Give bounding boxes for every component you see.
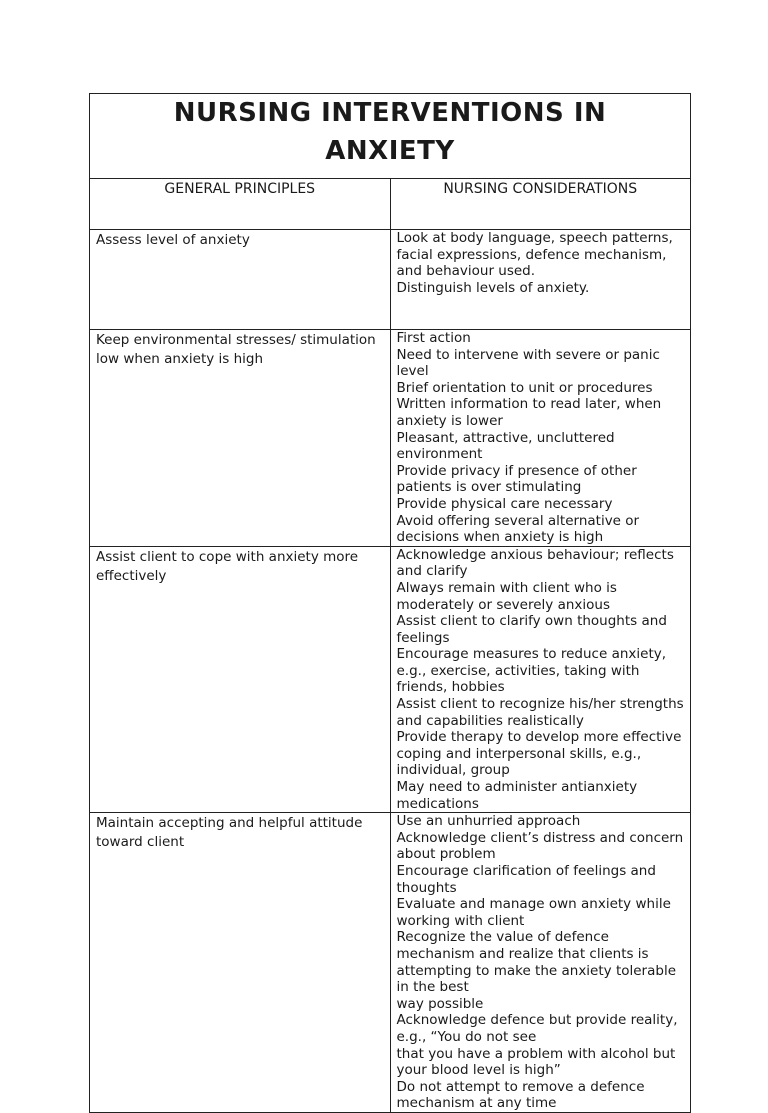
principle-text: Assist client to cope with anxiety more effectively xyxy=(96,548,359,584)
principle-text: Maintain accepting and helpful attitude toward client xyxy=(96,815,363,851)
consideration-line: Assist client to clarify own thoughts and feelings xyxy=(396,613,667,646)
consideration-line: Encourage measures to reduce anxiety, e.g., exercise, activities, taking with friends, hobbies xyxy=(396,646,667,696)
table-row xyxy=(90,813,691,1113)
consideration-line: Assist client to recognize his/her strengths and capabilities realistically xyxy=(396,696,684,729)
considerations-cell xyxy=(390,813,691,1113)
principle-cell xyxy=(90,813,391,1113)
header-row xyxy=(90,179,691,230)
considerations-cell xyxy=(390,230,691,330)
consideration-line: Distinguish levels of anxiety. xyxy=(396,279,590,296)
consideration-line: Provide physical care necessary xyxy=(396,495,613,512)
consideration-line: Need to intervene with severe or panic level xyxy=(396,346,660,380)
principle-cell xyxy=(90,230,391,330)
consideration-line: Use an unhurried approach xyxy=(396,813,581,830)
considerations-cell xyxy=(390,546,691,813)
consideration-line: that you have a problem with alcohol but your blood level is high” xyxy=(396,1045,676,1079)
consideration-line: Evaluate and manage own anxiety while working with client xyxy=(396,896,671,929)
header-nursing-considerations xyxy=(390,179,691,230)
consideration-line: Acknowledge defence but provide reality, e.g., “You do not see xyxy=(396,1012,678,1045)
consideration-line: Always remain with client who is moderately or severely anxious xyxy=(396,579,617,613)
consideration-line: way possible xyxy=(396,995,484,1012)
consideration-line: Brief orientation to unit or procedures xyxy=(396,379,653,396)
principle-text: Assess level of anxiety xyxy=(96,232,250,248)
interventions-table xyxy=(89,93,691,1113)
consideration-line: Provide privacy if presence of other patients is over stimulating xyxy=(396,462,637,496)
title-cell xyxy=(90,94,691,179)
consideration-line: Written information to read later, when anxiety is lower xyxy=(396,396,662,429)
table-row xyxy=(90,330,691,547)
considerations-cell xyxy=(390,330,691,547)
consideration-line: Pleasant, attractive, uncluttered environment xyxy=(396,429,615,463)
consideration-line: Avoid offering several alternative or decisions when anxiety is high xyxy=(396,512,640,546)
principle-cell xyxy=(90,330,391,547)
consideration-line: Do not attempt to remove a defence mechanism at any time xyxy=(396,1078,645,1112)
header-general-principles xyxy=(90,179,391,230)
consideration-line: Recognize the value of defence mechanism and realize that clients is attempting to make the anxiety tolerable in the best xyxy=(396,929,676,996)
consideration-line: May need to administer antianxiety medications xyxy=(396,779,638,812)
header-left-label: GENERAL PRINCIPLES xyxy=(164,181,316,197)
consideration-line: First action xyxy=(396,330,471,346)
consideration-line: Acknowledge client’s distress and concern about problem xyxy=(396,829,684,863)
table-row xyxy=(90,546,691,813)
consideration-line: Encourage clarification of feelings and thoughts xyxy=(396,863,656,896)
header-right-label: NURSING CONSIDERATIONS xyxy=(443,181,638,197)
consideration-line: Provide therapy to develop more effective coping and interpersonal skills, e.g., individual, group xyxy=(396,729,682,779)
consideration-line: Acknowledge anxious behaviour; reflects and clarify xyxy=(396,546,674,580)
principle-cell xyxy=(90,546,391,813)
consideration-line: Look at body language, speech patterns, facial expressions, defence mechanism, and behaviour used. xyxy=(396,230,673,280)
table-row xyxy=(90,230,691,330)
principle-text: Keep environmental stresses/ stimulation low when anxiety is high xyxy=(96,332,376,367)
page-title: NURSING INTERVENTIONS IN ANXIETY xyxy=(173,98,607,166)
title-row xyxy=(90,94,691,179)
